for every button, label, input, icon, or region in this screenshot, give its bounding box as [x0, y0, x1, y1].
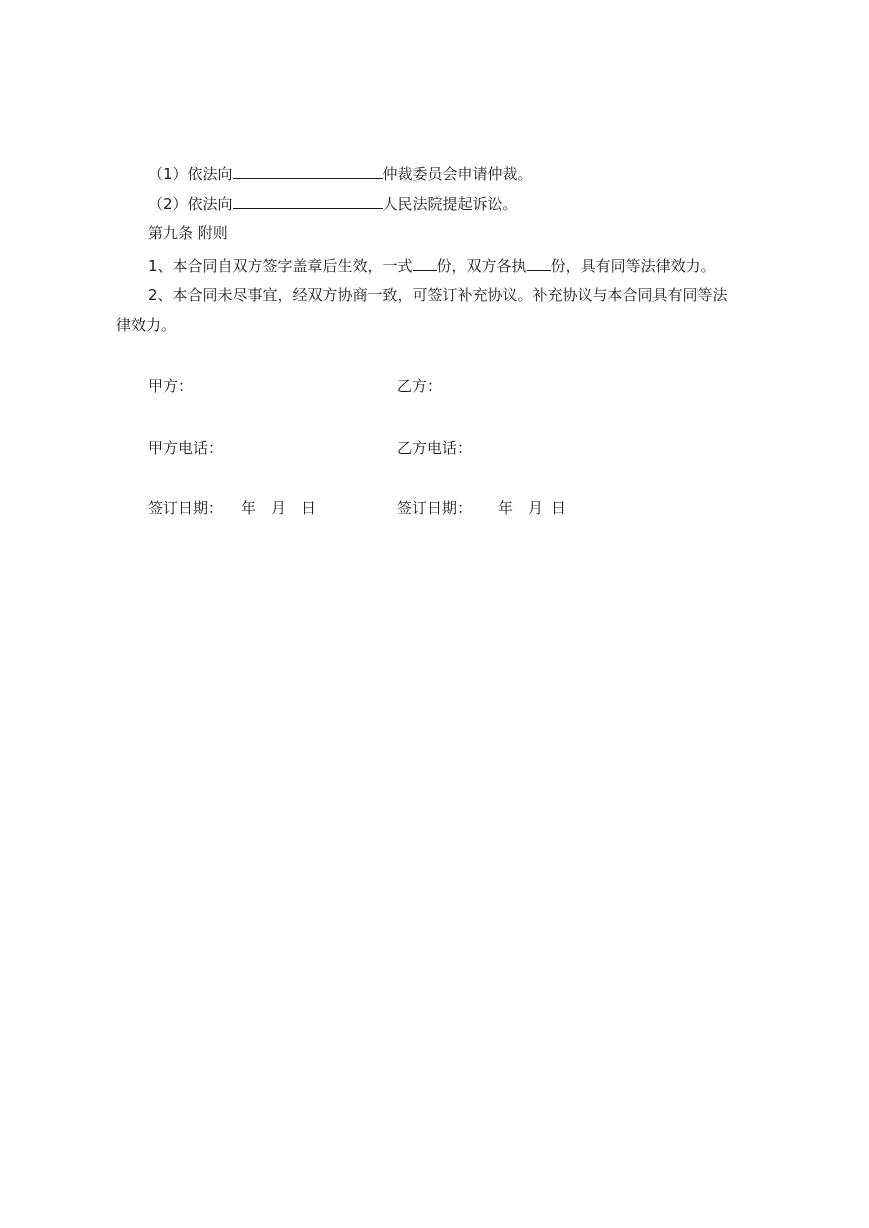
date-label-a: 签订日期：: [148, 499, 224, 517]
supplementary-item-2-line1: 2、本合同未尽事宜，经双方协商一致，可签订补充协议。补充协议与本合同具有同等法: [148, 286, 728, 304]
year-label-b: 年: [498, 499, 514, 517]
court-name-blank: [233, 192, 383, 209]
supplementary-item-1: [148, 254, 716, 274]
party-a-phone-label: 甲方电话：: [148, 439, 224, 457]
party-a-signing-date: [148, 498, 316, 518]
party-b-label: 乙方：: [397, 377, 443, 395]
day-label-b: 日: [551, 499, 567, 517]
litigation-suffix: 人民法院提起诉讼。: [382, 195, 518, 213]
item1-part1: 1、本合同自双方签字盖章后生效，一式: [148, 257, 413, 275]
arbitration-committee-blank: [233, 162, 383, 179]
arbitration-suffix: 仲裁委员会申请仲裁。: [382, 165, 533, 183]
copies-each-blank: [527, 254, 551, 271]
item1-part2: 份，双方各执: [436, 257, 527, 275]
month-label-a: 月: [271, 499, 287, 517]
item1-part3: 份，具有同等法律效力。: [550, 257, 716, 275]
arbitration-clause: [148, 162, 533, 182]
month-label-b: 月: [528, 499, 544, 517]
article-9-heading: 第九条 附则: [148, 224, 228, 242]
party-a-label: 甲方：: [148, 377, 194, 395]
copies-total-blank: [413, 254, 437, 271]
litigation-clause: [148, 192, 518, 212]
party-b-signing-date: [397, 498, 566, 518]
date-label-b: 签订日期：: [397, 499, 473, 517]
party-b-phone-label: 乙方电话：: [397, 439, 473, 457]
day-label-a: 日: [301, 499, 317, 517]
litigation-prefix: （2）依法向: [148, 195, 233, 213]
arbitration-prefix: （1）依法向: [148, 165, 233, 183]
year-label-a: 年: [241, 499, 257, 517]
supplementary-item-2-line2: 律效力。: [116, 316, 177, 334]
